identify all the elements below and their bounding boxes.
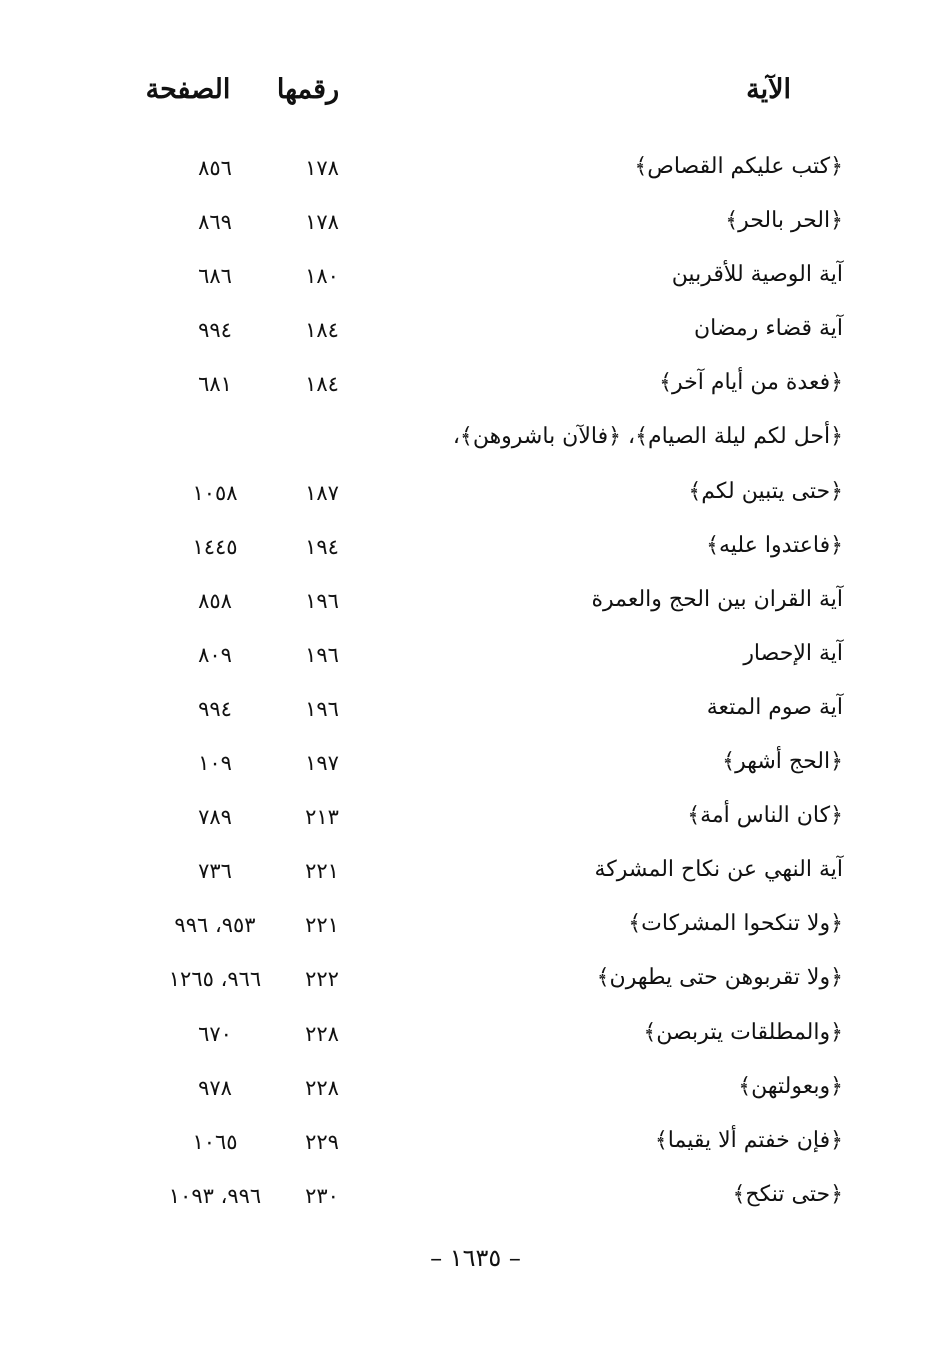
page-cell: ٩٦٦، ١٢٦٥ xyxy=(168,967,262,992)
table-row xyxy=(0,1064,951,1118)
table-row xyxy=(0,523,951,577)
verse-number-cell: ٢٢٨ xyxy=(305,1021,339,1046)
verse-cell: ﴿فعدة من أيام آخر﴾ xyxy=(659,370,843,396)
verse-number-cell: ١٧٨ xyxy=(305,156,339,180)
page-number: – ١٦٣٥ – xyxy=(430,1244,521,1272)
page-cell: ٧٨٩ xyxy=(198,805,232,830)
verse-number-cell: ١٧٨ xyxy=(305,210,339,235)
table-row xyxy=(0,252,951,306)
page-cell: ٩٩٤ xyxy=(198,696,232,721)
page-cell: ٨٠٩ xyxy=(198,642,232,667)
verse-number-cell: ١٨٧ xyxy=(305,480,339,505)
header-page: الصفحة xyxy=(145,74,231,105)
verse-cell: ﴿فاعتدوا عليه﴾ xyxy=(706,532,843,558)
table-row xyxy=(0,631,951,685)
table-row xyxy=(0,577,951,631)
table-row xyxy=(0,144,951,198)
verse-cell: ﴿كان الناس أمة﴾ xyxy=(687,803,843,829)
verse-number-cell: ١٩٤ xyxy=(305,534,339,559)
verse-number-cell: ٢٢٩ xyxy=(305,1129,339,1154)
verse-number-cell: ١٩٦ xyxy=(305,696,339,721)
header-number: رقمها xyxy=(276,74,340,105)
verse-cell: ﴿وبعولتهن﴾ xyxy=(738,1073,843,1099)
page-cell: ٩٧٨ xyxy=(198,1075,232,1100)
table-row xyxy=(0,847,951,901)
verse-cell: ﴿حتى تنكح﴾ xyxy=(732,1181,843,1207)
page-cell: ١٠٦٥ xyxy=(192,1129,238,1154)
table-row xyxy=(0,1172,951,1226)
table-row xyxy=(0,739,951,793)
verse-number-cell: ١٩٦ xyxy=(305,642,339,667)
verse-cell: ﴿والمطلقات يتربصن﴾ xyxy=(643,1019,843,1045)
page-cell: ٧٣٦ xyxy=(198,859,232,884)
verse-cell: آية القران بين الحج والعمرة xyxy=(591,586,843,612)
verse-cell: ﴿أحل لكم ليلة الصيام﴾، ﴿فالآن باشروهن﴾، xyxy=(452,424,843,450)
verse-cell: آية الوصية للأقربين xyxy=(671,262,843,288)
verse-cell: ﴿حتى يتبين لكم﴾ xyxy=(688,478,843,504)
page-cell: ٩٩٦، ١٠٩٣ xyxy=(168,1183,262,1208)
verse-cell: ﴿فإن خفتم ألا يقيما﴾ xyxy=(654,1127,843,1153)
verse-index-table xyxy=(0,144,951,1226)
table-row xyxy=(0,198,951,252)
verse-cell: ﴿كتب عليكم القصاص﴾ xyxy=(634,154,843,179)
table-row xyxy=(0,901,951,955)
page-cell: ١٠٥٨ xyxy=(192,480,238,505)
verse-number-cell: ١٩٧ xyxy=(305,751,339,776)
page-cell: ٩٩٤ xyxy=(198,318,232,343)
page-cell: ١٠٩ xyxy=(198,751,232,776)
page-cell: ٦٨١ xyxy=(198,372,232,397)
table-row xyxy=(0,955,951,1009)
table-row xyxy=(0,793,951,847)
verse-number-cell: ١٨٠ xyxy=(305,264,339,289)
page-cell: ٦٧٠ xyxy=(198,1021,232,1046)
page-cell: ٦٨٦ xyxy=(198,264,232,289)
verse-cell: آية النهي عن نكاح المشركة xyxy=(594,857,843,883)
page-cell: ٨٥٨ xyxy=(198,588,232,613)
page-cell: ٨٥٦ xyxy=(198,156,232,180)
table-row xyxy=(0,685,951,739)
verse-cell: ﴿الحر بالحر﴾ xyxy=(725,208,843,234)
verse-number-cell: ٢٣٠ xyxy=(305,1183,339,1208)
verse-cell: ﴿ولا تقربوهن حتى يطهرن﴾ xyxy=(596,965,843,991)
header-verse: الآية xyxy=(746,74,791,105)
table-header xyxy=(0,70,951,120)
table-row xyxy=(0,1010,951,1064)
table-row xyxy=(0,360,951,414)
page-cell: ٨٦٩ xyxy=(198,210,232,235)
verse-number-cell: ١٩٦ xyxy=(305,588,339,613)
verse-cell: آية صوم المتعة xyxy=(706,694,843,720)
verse-number-cell: ٢٢١ xyxy=(305,859,339,884)
verse-number-cell: ٢١٣ xyxy=(305,805,339,830)
verse-number-cell: ٢٢١ xyxy=(305,913,339,938)
table-row xyxy=(0,306,951,360)
table-row xyxy=(0,469,951,523)
verse-number-cell: ١٨٤ xyxy=(305,318,339,343)
verse-cell: ﴿ولا تنكحوا المشركات﴾ xyxy=(628,911,843,937)
verse-cell: ﴿الحج أشهر﴾ xyxy=(722,749,843,775)
page-cell: ١٤٤٥ xyxy=(192,534,238,559)
verse-cell: آية قضاء رمضان xyxy=(693,316,843,342)
verse-cell: آية الإحصار xyxy=(743,640,843,666)
page-cell: ٩٥٣، ٩٩٦ xyxy=(174,913,256,938)
table-row xyxy=(0,1118,951,1172)
verse-number-cell: ٢٢٢ xyxy=(305,967,339,992)
verse-number-cell: ١٨٤ xyxy=(305,372,339,397)
table-row xyxy=(0,414,951,468)
verse-number-cell: ٢٢٨ xyxy=(305,1075,339,1100)
